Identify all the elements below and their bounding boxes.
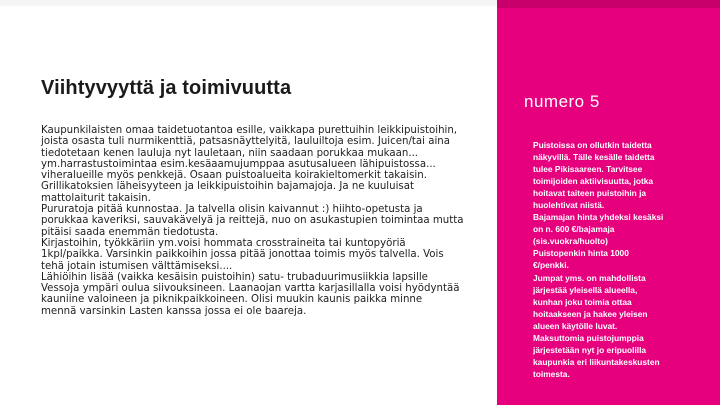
answer-line: Maksuttomia puistojumppia [533,332,644,343]
answer-line: Puistoissa on ollutkin taidetta [533,140,652,150]
answer-line: järjestetään nyt jo eripuolilla [533,344,647,355]
body-line: Kaupunkilaisten omaa taidetuotantoa esille, vaikkapa purettuihin leikkipuistoihin, [41,125,458,136]
body-text [41,125,486,317]
answer-line: toimijoiden aktiivisuutta, jotka [533,176,654,187]
answer-line: on n. 600 €/bajamaja [533,224,615,235]
answer-line: toimesta. [533,368,570,379]
answer-title: numero 5 [524,92,600,111]
answer-line: €/penkki. [533,260,569,271]
answer-line: Jumpat yms. on mahdollista [533,272,646,283]
top-strip [0,0,497,6]
answer-line: alueen käytölle luvat. [533,320,618,331]
body-line: tehä jotain istumisen välttämiseksi.... [41,260,233,272]
body-line: mennä varsinkin Lasten kanssa jossa ei ole baareja. [41,305,307,317]
body-line: Pururatoja pitää kunnostaa. Ja talvella olisin kaivannut :) hiihto-opetusta ja [41,204,423,216]
answer-line: näkyvillä. Tälle kesälle taidetta [533,152,655,163]
answer-text [533,139,691,380]
answer-line: tulee Pikisaareen. Tarvitsee [533,164,643,175]
answer-panel [497,0,720,405]
body-line: pitäisi saada enemmän tiedotusta. [41,226,219,238]
body-line: ym.harrastustoimintaa esim.kesäaamujumppaa asutusalueen lähipuistossa... [41,158,436,170]
answer-line: hoitaakseen ja hakee yleisen [533,308,648,319]
body-line: joista osasta tuli nurmikenttiä, patsasnäyttelyitä, lauluiltoja esim. Juicen/tai aina [41,136,450,148]
answer-line: huolehtivat niistä. [533,200,605,211]
slide-title: Viihtyvyyttä ja toimivuutta [41,77,292,99]
body-line: tiedotetaan kenen lauluja nyt lauletaan, niin saadaan porukkaa mukaan... [41,147,419,159]
body-line: Kirjastoihin, työkkäriin ym.voisi hommata crosstraineita tai kuntopyöriä [41,237,406,249]
body-line: porukkaa kaveriksi, sauvakävelyä ja reittejä, nuo on asukastupien toimintaa mutta [41,215,464,227]
body-line: 1kpl/paikka. Varsinkin paikkoihin jossa pitää jonottaa toimis myös talvella. Vois [41,249,444,261]
answer-line: (sis.vuokra/huolto) [533,236,608,247]
answer-line: kaupunkia eri liikuntakeskusten [533,356,660,367]
body-line: mattolaiturit takaisin. [41,192,151,204]
body-line: viheralueille myös penkkejä. Osaan puistoalueita koirakieltomerkit takaisin. [41,170,427,182]
answer-line: kunhan joku toimia ottaa [533,296,632,307]
answer-line: järjestää yleisellä alueella, [533,284,638,295]
accent-bar [497,0,720,8]
body-line: Grillikatoksien läheisyyteen ja leikkipuistoihin bajamajoja. Ja ne kuuluisat [41,181,414,193]
body-line: Vessoja ympäri oulua siivouksineen. Laanaojan vartta karjasillalla voisi hyödyntää [41,283,460,295]
body-line: Lähiöihin lisää (vaikka kesäisin puistoihin) satu- trubaduurimusiikkia lapsille [41,271,428,283]
answer-line: Bajamajan hinta yhdeksi kesäksi [533,212,664,223]
answer-line: hoitavat taiteen puistoihin ja [533,188,647,199]
answer-line: Puistopenkin hinta 1000 [533,248,629,259]
body-line: kauniine valoineen ja piknikpaikkoineen. Olisi muukin kaunis paikka minne [41,294,423,306]
